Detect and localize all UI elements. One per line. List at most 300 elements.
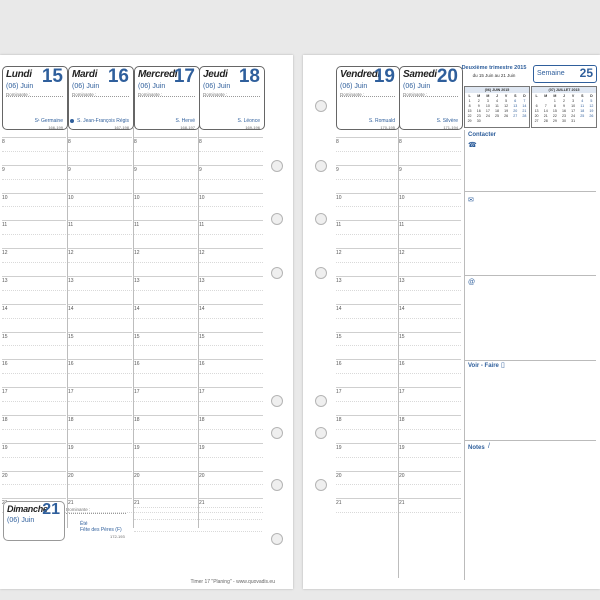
- day-name: Mercredi: [138, 69, 178, 80]
- day-month: (06) Juin: [403, 83, 431, 90]
- calendar-day: 27: [513, 113, 518, 118]
- hour-label: 17: [2, 389, 8, 396]
- half-hour-line: [68, 151, 132, 152]
- hour-line: [399, 137, 461, 138]
- half-hour-line: [68, 484, 132, 485]
- sunday-event2: Fête des Pères (F): [80, 527, 122, 533]
- hour-label: 18: [2, 417, 8, 423]
- calendar-day: 17: [485, 108, 490, 113]
- day-box: [399, 66, 463, 130]
- hour-line: [2, 137, 66, 138]
- hour-row: [336, 443, 397, 451]
- hour-label: 11: [134, 222, 140, 229]
- hour-row: [134, 193, 197, 201]
- hour-line: [336, 387, 397, 388]
- hour-label: 12: [336, 250, 342, 257]
- day-box: [199, 66, 265, 130]
- half-hour-line: [336, 206, 397, 207]
- hour-label: 21: [199, 500, 205, 507]
- hour-row: [199, 443, 263, 451]
- hour-line: [199, 304, 263, 305]
- hour-row: [336, 304, 397, 312]
- hour-row: [199, 498, 263, 507]
- hour-label: 19: [2, 444, 8, 451]
- hour-line: [336, 137, 397, 138]
- day-count: 167-198: [114, 125, 129, 130]
- hour-label: 10: [68, 194, 74, 201]
- half-hour-line: [399, 429, 461, 430]
- sunday-name: Dimanche: [7, 504, 48, 514]
- calendar-day: 25: [580, 113, 585, 118]
- hour-row: [336, 387, 397, 396]
- hour-line: [2, 498, 66, 499]
- hour-label: 11: [68, 222, 74, 229]
- hour-line: [399, 498, 461, 499]
- hour-line: [399, 248, 461, 249]
- sunday-line: [134, 531, 262, 532]
- half-hour-line: [399, 318, 461, 319]
- hour-label: 19: [336, 444, 342, 451]
- sunday-dominante: Dominante :: [66, 507, 91, 512]
- calendar-grid: [465, 93, 529, 123]
- column-separator: [67, 128, 68, 528]
- calendar-day: 8: [553, 103, 556, 108]
- half-hour-line: [336, 318, 397, 319]
- calendar-weekday: V: [504, 93, 508, 98]
- day-number: 18: [238, 66, 260, 87]
- hour-label: 15: [134, 333, 140, 340]
- day-count: 168-197: [180, 125, 195, 130]
- hour-row: [199, 304, 263, 312]
- hour-row: [2, 443, 66, 451]
- hour-label: 16: [199, 361, 205, 368]
- calendar-day: [492, 118, 501, 123]
- half-hour-line: [336, 457, 397, 458]
- calendar-day: 5: [590, 98, 593, 103]
- hour-label: 13: [2, 278, 8, 284]
- half-hour-line: [199, 179, 263, 180]
- half-hour-line: [336, 401, 397, 402]
- week-number: 25: [579, 66, 593, 80]
- calendar-day: 3: [486, 98, 489, 103]
- calendar-day: 20: [534, 113, 539, 118]
- hour-line: [134, 193, 197, 194]
- calendar-day: 6: [535, 103, 538, 108]
- calendar-weekday: M: [553, 93, 557, 98]
- hour-line: [199, 137, 263, 138]
- half-hour-line: [336, 373, 397, 374]
- dominante-label: Dominante :: [6, 92, 31, 97]
- hour-line: [336, 415, 397, 416]
- day-name: Vendredi: [340, 69, 381, 80]
- dominante-label: Dominante :: [340, 92, 365, 97]
- dominante-line: [6, 96, 63, 97]
- hour-row: [399, 248, 461, 257]
- hour-line: [199, 248, 263, 249]
- calendar-day: [483, 118, 492, 123]
- hour-label: 14: [68, 305, 74, 312]
- week-range: du 15 Juin au 21 Juin: [472, 73, 516, 78]
- half-hour-line: [134, 401, 197, 402]
- hour-line: [2, 220, 66, 221]
- hour-label: 20: [399, 472, 405, 479]
- day-box: [134, 66, 200, 130]
- half-hour-line: [68, 290, 132, 291]
- hour-row: [2, 220, 66, 229]
- hour-line: [134, 387, 197, 388]
- hour-row: [399, 332, 461, 340]
- hour-row: [2, 332, 66, 340]
- hour-row: [68, 332, 132, 340]
- dominante-line: [203, 96, 260, 97]
- half-hour-line: [399, 401, 461, 402]
- hour-line: [199, 498, 263, 499]
- half-hour-line: [399, 484, 461, 485]
- calendar-day: 20: [513, 108, 518, 113]
- half-hour-line: [134, 206, 197, 207]
- saint-name: [35, 118, 63, 124]
- hour-line: [68, 304, 132, 305]
- saint-text: S. Léonce: [237, 118, 260, 124]
- calendar-day: [520, 118, 529, 123]
- dominante-label: Dominante :: [203, 92, 228, 97]
- hour-line: [134, 304, 197, 305]
- binder-hole: [271, 427, 283, 439]
- calendar-day: 14: [522, 103, 527, 108]
- hour-row: [199, 248, 263, 257]
- calendar-day: 31: [571, 118, 576, 123]
- contacter-label: Contacter: [468, 132, 497, 138]
- hour-row: [399, 276, 461, 284]
- hour-row: [2, 248, 66, 257]
- sunday-month: (06) Juin: [7, 517, 35, 524]
- half-hour-line: [134, 262, 197, 263]
- half-hour-line: [336, 179, 397, 180]
- hour-label: 16: [134, 361, 140, 368]
- half-hour-line: [336, 151, 397, 152]
- day-month: (06) Juin: [138, 83, 166, 90]
- calendar-day: 1: [468, 98, 471, 103]
- day-name: Mardi: [72, 69, 98, 80]
- hour-label: 13: [134, 278, 140, 284]
- hour-line: [336, 471, 397, 472]
- calendar-day: 6: [514, 98, 517, 103]
- hour-label: 18: [134, 417, 140, 423]
- hour-line: [199, 220, 263, 221]
- hour-label: 10: [336, 194, 342, 201]
- dominante-label: Dominante :: [72, 92, 97, 97]
- calendar-weekday: V: [571, 93, 575, 98]
- half-hour-line: [336, 429, 397, 430]
- calendar-day: 10: [485, 103, 490, 108]
- calendar-day: 19: [589, 108, 594, 113]
- hour-row: [336, 359, 397, 368]
- half-hour-line: [399, 290, 461, 291]
- half-hour-line: [68, 401, 132, 402]
- mini-calendar-june: [464, 86, 530, 128]
- half-hour-line: [336, 262, 397, 263]
- hour-line: [199, 193, 263, 194]
- hour-label: 13: [336, 278, 342, 284]
- hour-line: [399, 443, 461, 444]
- hour-row: [399, 220, 461, 229]
- day-number: 20: [436, 66, 458, 87]
- hour-label: 21: [68, 500, 74, 507]
- hour-row: [199, 359, 263, 368]
- hour-label: 21: [336, 500, 342, 507]
- hour-label: 9: [2, 166, 5, 173]
- half-hour-line: [199, 457, 263, 458]
- hour-label: 10: [199, 194, 205, 201]
- calendar-day: 15: [467, 108, 472, 113]
- hour-label: 16: [2, 361, 8, 368]
- hour-row: [399, 471, 461, 479]
- day-month: (06) Juin: [6, 83, 34, 90]
- hour-label: 20: [199, 472, 205, 479]
- dominante-line: [138, 96, 195, 97]
- hour-label: 14: [2, 305, 8, 312]
- calendar-title: (06) JUIN 2015: [465, 87, 529, 93]
- hour-label: 13: [199, 278, 205, 284]
- half-hour-line: [2, 484, 66, 485]
- hour-label: 8: [2, 139, 5, 145]
- hour-label: 17: [199, 389, 205, 396]
- left-page: [0, 55, 293, 589]
- panel-divider: [464, 360, 596, 361]
- hour-label: 10: [2, 194, 8, 201]
- phone-icon: ☎: [468, 142, 477, 149]
- mini-calendar-july: [531, 86, 597, 128]
- hour-label: 17: [68, 389, 74, 396]
- hour-label: 16: [68, 361, 74, 368]
- hour-label: 11: [399, 222, 405, 229]
- day-box: [68, 66, 134, 130]
- half-hour-line: [399, 179, 461, 180]
- notes-label: Notes: [468, 445, 485, 451]
- hour-line: [2, 248, 66, 249]
- hour-row: [2, 415, 66, 423]
- half-hour-line: [134, 290, 197, 291]
- hour-label: 12: [68, 250, 74, 257]
- hour-line: [336, 443, 397, 444]
- hour-row: [2, 498, 66, 499]
- half-hour-line: [199, 345, 263, 346]
- hour-row: [134, 276, 197, 284]
- saint-text: S. Hervé: [175, 118, 195, 124]
- calendar-day: 1: [553, 98, 556, 103]
- saint-name: [437, 118, 458, 124]
- binder-hole: [315, 427, 327, 439]
- hour-line: [399, 220, 461, 221]
- half-hour-line: [134, 457, 197, 458]
- hour-line: [134, 471, 197, 472]
- hour-line: [336, 193, 397, 194]
- calendar-day: 13: [534, 108, 539, 113]
- hour-row: [336, 332, 397, 340]
- hour-line: [2, 359, 66, 360]
- day-name: Lundi: [6, 69, 32, 80]
- saint-name: [237, 118, 260, 124]
- hour-row: [68, 165, 132, 173]
- hour-row: [2, 137, 66, 145]
- day-name: Jeudi: [203, 69, 228, 80]
- sunday-box: [3, 501, 65, 541]
- hour-line: [336, 276, 397, 277]
- hour-row: [134, 359, 197, 368]
- calendar-weekday: J: [495, 93, 498, 98]
- hour-line: [134, 498, 197, 499]
- calendar-weekday: S: [514, 93, 517, 98]
- hour-label: 11: [336, 222, 342, 229]
- calendar-day: 26: [589, 113, 594, 118]
- week-label: Semaine: [537, 70, 565, 77]
- hour-row: [2, 165, 66, 173]
- half-hour-line: [68, 179, 132, 180]
- half-hour-line: [199, 373, 263, 374]
- day-name: Samedi: [403, 69, 437, 80]
- binder-hole: [315, 395, 327, 407]
- hour-label: 9: [134, 166, 137, 173]
- hour-line: [199, 415, 263, 416]
- column-separator: [398, 128, 399, 578]
- dominante-line: [72, 96, 129, 97]
- binder-hole: [315, 479, 327, 491]
- saint-name: [176, 118, 195, 124]
- hour-line: [199, 387, 263, 388]
- calendar-weekday: S: [581, 93, 584, 98]
- calendar-weekday: M: [486, 93, 490, 98]
- hour-line: [2, 471, 66, 472]
- hour-line: [134, 137, 197, 138]
- hour-line: [336, 359, 397, 360]
- calendar-day: 19: [504, 108, 509, 113]
- hour-row: [68, 498, 132, 507]
- hour-row: [399, 415, 461, 423]
- hour-label: 17: [134, 389, 140, 396]
- voir-faire-label: Voir - Faire: [468, 363, 499, 369]
- calendar-day: 29: [552, 118, 557, 123]
- calendar-day: 11: [495, 103, 499, 108]
- half-hour-line: [134, 429, 197, 430]
- hour-label: 19: [68, 444, 74, 451]
- calendar-day: 10: [571, 103, 576, 108]
- calendar-day: 21: [543, 113, 548, 118]
- hour-label: 20: [134, 472, 140, 479]
- hour-line: [2, 304, 66, 305]
- hour-row: [199, 387, 263, 396]
- hour-label: 19: [399, 444, 405, 451]
- hour-line: [68, 359, 132, 360]
- hour-line: [68, 387, 132, 388]
- hour-label: 18: [68, 417, 74, 423]
- half-hour-line: [336, 484, 397, 485]
- hour-line: [134, 276, 197, 277]
- hour-line: [199, 359, 263, 360]
- hour-label: 20: [2, 472, 8, 479]
- calendar-day: 18: [580, 108, 585, 113]
- hour-label: 20: [336, 472, 342, 479]
- hour-label: 18: [336, 417, 342, 423]
- hour-row: [336, 498, 397, 507]
- calendar-day: 28: [543, 118, 548, 123]
- hour-line: [134, 332, 197, 333]
- saint-name: [369, 118, 395, 124]
- half-hour-line: [199, 234, 263, 235]
- hour-line: [68, 220, 132, 221]
- calendar-weekday: D: [523, 93, 526, 98]
- hour-row: [68, 359, 132, 368]
- calendar-weekday: M: [477, 93, 481, 98]
- calendar-day: 24: [485, 113, 490, 118]
- hour-label: 9: [399, 166, 402, 173]
- hour-label: 19: [134, 444, 140, 451]
- calendar-day: 25: [494, 113, 499, 118]
- hour-label: 14: [336, 305, 342, 312]
- hour-row: [68, 193, 132, 201]
- half-hour-line: [399, 262, 461, 263]
- week-box: [533, 65, 597, 83]
- half-hour-line: [399, 457, 461, 458]
- calendar-day: 16: [561, 108, 566, 113]
- hour-row: [134, 332, 197, 340]
- calendar-day: 9: [477, 103, 480, 108]
- half-hour-line: [68, 262, 132, 263]
- day-box: [336, 66, 400, 130]
- hour-row: [336, 137, 397, 145]
- hour-row: [134, 498, 197, 507]
- calendar-day: 27: [534, 118, 539, 123]
- hour-row: [2, 304, 66, 312]
- pen-icon: /: [488, 443, 490, 450]
- hour-label: 14: [134, 305, 140, 312]
- hour-label: 12: [134, 250, 140, 257]
- trimester-label: Deuxième trimestre 2015: [461, 65, 527, 71]
- hour-label: 14: [199, 305, 205, 312]
- hour-row: [134, 471, 197, 479]
- hour-line: [2, 387, 66, 388]
- hour-row: [134, 165, 197, 173]
- hour-row: [199, 165, 263, 173]
- hour-line: [399, 165, 461, 166]
- calendar-day: [502, 118, 511, 123]
- hour-line: [336, 220, 397, 221]
- hour-line: [199, 165, 263, 166]
- hour-line: [68, 415, 132, 416]
- half-hour-line: [2, 318, 66, 319]
- half-hour-line: [199, 206, 263, 207]
- hour-row: [399, 137, 461, 145]
- hour-line: [399, 332, 461, 333]
- calendar-day: 14: [543, 108, 548, 113]
- half-hour-line: [2, 401, 66, 402]
- day-number: 16: [107, 66, 129, 87]
- day-number: 19: [373, 66, 395, 87]
- hour-row: [134, 443, 197, 451]
- hour-label: 10: [134, 194, 140, 201]
- half-hour-line: [134, 234, 197, 235]
- calendar-day: 9: [562, 103, 565, 108]
- saint-text: S. Silvère: [436, 118, 458, 124]
- hour-line: [68, 193, 132, 194]
- half-hour-line: [199, 318, 263, 319]
- column-separator: [198, 128, 199, 528]
- half-hour-line: [134, 345, 197, 346]
- half-hour-line: [399, 206, 461, 207]
- half-hour-line: [336, 512, 397, 513]
- calendar-grid: [532, 93, 596, 123]
- dominante-label: Dominante :: [403, 92, 428, 97]
- saint-text: S. Romuald: [368, 118, 395, 124]
